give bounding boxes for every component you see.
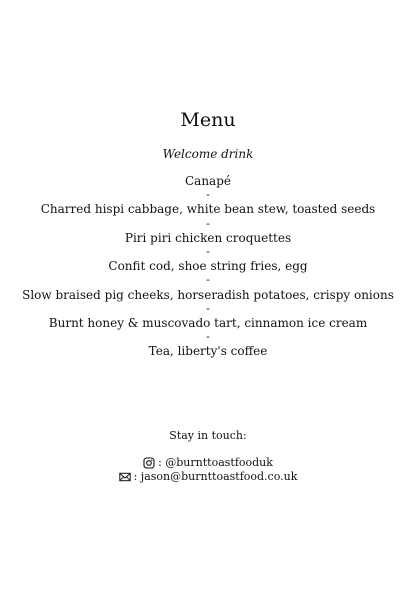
- course-item: Tea, liberty's coffee: [148, 344, 268, 359]
- contact-heading: Stay in touch:: [169, 429, 247, 442]
- course-separator: -: [206, 188, 210, 202]
- course-item: Slow braised pig cheeks, horseradish potatoes, crispy onions: [22, 287, 394, 302]
- course-separator: -: [206, 216, 210, 230]
- course-separator: -: [206, 273, 210, 287]
- course-separator: -: [206, 245, 210, 259]
- course-item: Canapé: [184, 174, 231, 188]
- welcome-drink: Welcome drink: [162, 147, 254, 161]
- instagram-line: [0, 456, 416, 470]
- course-item: Piri piri chicken croquettes: [124, 230, 292, 245]
- course-separator: -: [206, 301, 210, 315]
- course-separator: -: [206, 330, 210, 344]
- instagram-icon: [143, 457, 155, 469]
- mail-icon: [119, 471, 131, 483]
- course-item: Charred hispi cabbage, white bean stew, toasted seeds: [40, 202, 376, 217]
- course-list: [0, 174, 416, 359]
- menu-title: Menu: [180, 109, 236, 131]
- email-line: [0, 470, 416, 484]
- email-address[interactable]: : jason@burnttoastfood.co.uk: [133, 470, 298, 483]
- course-item: Confit cod, shoe string fries, egg: [108, 259, 308, 274]
- course-item: Burnt honey & muscovado tart, cinnamon ice cream: [48, 316, 368, 331]
- instagram-handle[interactable]: : @burnttoastfooduk: [158, 456, 273, 469]
- contact-section: [0, 429, 416, 484]
